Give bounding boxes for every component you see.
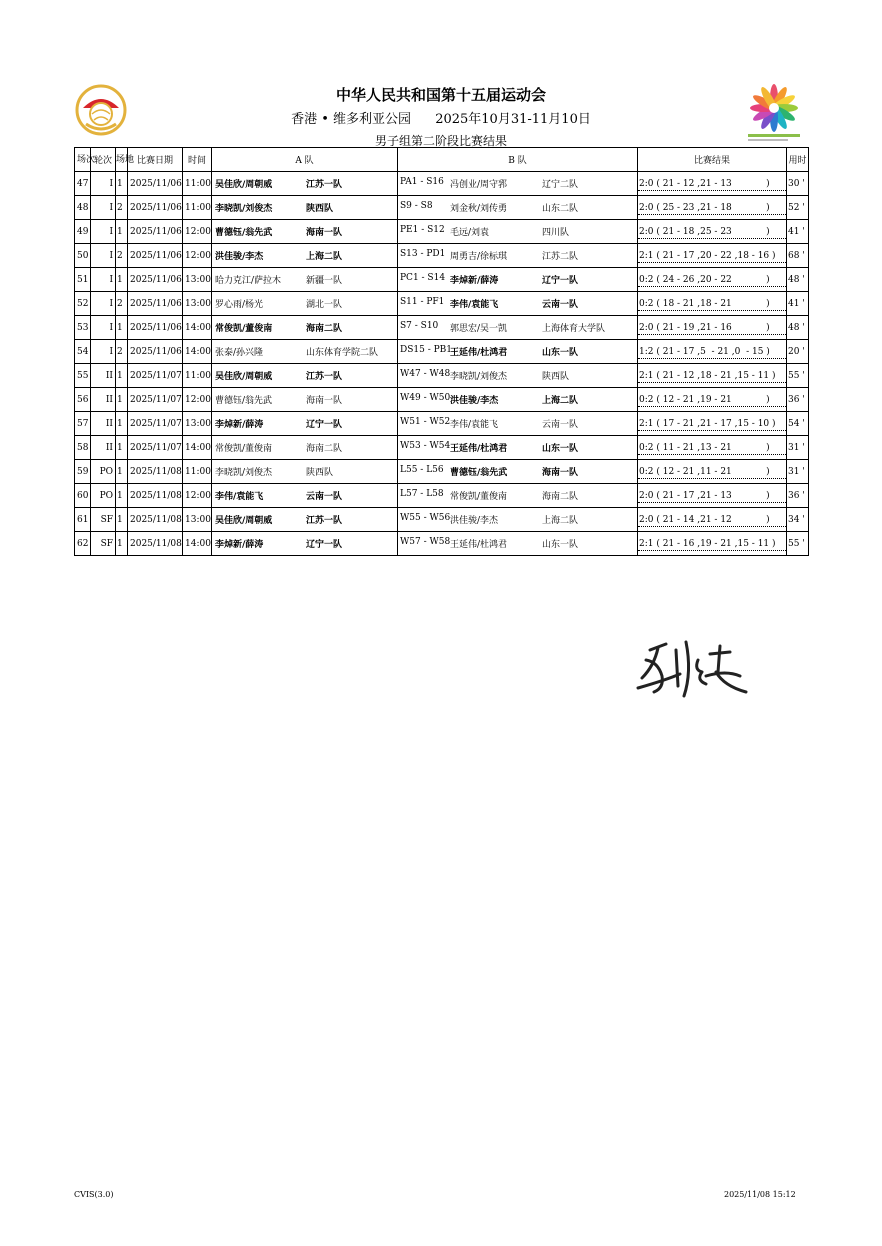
bracket-position: W55 - W56: [400, 513, 451, 523]
team-b-name: 山东一队: [542, 348, 579, 358]
team-a-players: 李晓凯/刘俊杰: [215, 204, 273, 214]
match-court: 1: [116, 268, 128, 292]
match-score: [638, 292, 787, 316]
team-b-players: 毛远/刘袁: [450, 228, 490, 238]
team-b-name: 海南一队: [542, 468, 579, 478]
team-a-players: 吴佳欣/周朝威: [215, 372, 273, 382]
team-a-players: 洪佳骏/李杰: [215, 252, 264, 262]
match-round: PO: [91, 484, 116, 508]
match-court: 1: [116, 484, 128, 508]
table-row: [75, 388, 809, 412]
table-row: [75, 196, 809, 220]
results-table: [74, 147, 809, 556]
match-date: 2025/11/07: [128, 436, 183, 460]
table-row: [75, 268, 809, 292]
match-number: 49: [75, 220, 91, 244]
match-duration: 52 ': [787, 196, 809, 220]
team-b-players: 冯创业/周守郛: [450, 180, 508, 190]
score-dotted-rule: [638, 430, 786, 431]
match-date: 2025/11/06: [128, 340, 183, 364]
match-duration: 68 ': [787, 244, 809, 268]
table-row: [75, 292, 809, 316]
match-score: [638, 436, 787, 460]
match-round: II: [91, 364, 116, 388]
bracket-position: S9 - S8: [400, 201, 433, 211]
bracket-position: W47 - W48: [400, 369, 451, 379]
event-dates: 2025年10月31-11月10日: [435, 112, 591, 127]
score-text: 2:0 ( 21 - 19 ,21 - 16 ): [639, 322, 770, 333]
team-a-cell: [212, 316, 398, 340]
bracket-position: PE1 - S12: [400, 225, 445, 235]
bracket-position: W51 - W52: [400, 417, 451, 427]
footer-print-timestamp: 2025/11/08 15:12: [724, 1190, 796, 1199]
team-a-name: 陕西队: [306, 468, 334, 478]
team-b-name: 四川队: [542, 228, 570, 238]
table-row: [75, 508, 809, 532]
match-score: [638, 364, 787, 388]
match-duration: 48 ': [787, 268, 809, 292]
team-b-players: 洪佳骏/李杰: [450, 516, 499, 526]
team-b-players: 李晓凯/刘俊杰: [450, 372, 508, 382]
match-court: 1: [116, 436, 128, 460]
team-a-cell: [212, 388, 398, 412]
match-number: 50: [75, 244, 91, 268]
venue-name: 香港 • 维多利亚公园: [291, 112, 412, 127]
team-a-cell: [212, 460, 398, 484]
score-dotted-rule: [638, 526, 786, 527]
match-score: [638, 172, 787, 196]
match-score: [638, 388, 787, 412]
match-number: 47: [75, 172, 91, 196]
match-round: I: [91, 340, 116, 364]
team-b-name: 山东一队: [542, 540, 579, 550]
team-b-cell: [398, 220, 638, 244]
match-date: 2025/11/08: [128, 532, 183, 556]
match-court: 1: [116, 220, 128, 244]
team-b-players: 郭思宏/吴一凯: [450, 324, 508, 334]
match-time: 14:00: [183, 316, 212, 340]
team-b-cell: [398, 196, 638, 220]
team-a-cell: [212, 268, 398, 292]
match-duration: 31 ': [787, 436, 809, 460]
team-a-name: 海南二队: [306, 444, 343, 454]
team-b-players: 曹德钰/翁先武: [450, 468, 508, 478]
score-dotted-rule: [638, 286, 786, 287]
match-court: 2: [116, 196, 128, 220]
team-a-name: 陕西队: [306, 204, 334, 214]
team-b-name: 陕西队: [542, 372, 570, 382]
match-number: 54: [75, 340, 91, 364]
match-time: 13:00: [183, 508, 212, 532]
team-a-name: 上海二队: [306, 252, 343, 262]
team-a-players: 李晓凯/刘俊杰: [215, 468, 273, 478]
match-date: 2025/11/08: [128, 508, 183, 532]
match-round: PO: [91, 460, 116, 484]
bracket-position: S11 - PF1: [400, 297, 445, 307]
team-a-name: 山东体育学院二队: [306, 348, 379, 358]
match-duration: 31 ': [787, 460, 809, 484]
match-time: 11:00: [183, 460, 212, 484]
team-a-name: 湖北一队: [306, 300, 343, 310]
table-row: [75, 484, 809, 508]
team-b-players: 李焯新/薛涛: [450, 276, 499, 286]
score-dotted-rule: [638, 262, 786, 263]
team-a-players: 常俊凯/董俊南: [215, 324, 273, 334]
match-time: 13:00: [183, 412, 212, 436]
match-court: 2: [116, 244, 128, 268]
team-a-players: 吴佳欣/周朝威: [215, 180, 273, 190]
match-date: 2025/11/06: [128, 220, 183, 244]
score-text: 2:1 ( 17 - 21 ,21 - 17 ,15 - 10 ): [639, 418, 776, 429]
team-a-name: 海南二队: [306, 324, 343, 334]
match-date: 2025/11/06: [128, 172, 183, 196]
team-b-players: 洪佳骏/李杰: [450, 396, 499, 406]
match-round: I: [91, 172, 116, 196]
match-round: I: [91, 316, 116, 340]
team-b-cell: [398, 412, 638, 436]
match-date: 2025/11/07: [128, 364, 183, 388]
team-b-cell: [398, 292, 638, 316]
score-text: 0:2 ( 24 - 26 ,20 - 22 ): [639, 274, 770, 285]
bracket-position: L57 - L58: [400, 489, 444, 499]
team-b-name: 江苏二队: [542, 252, 579, 262]
col-header-time: 时间: [183, 148, 212, 172]
match-court: 1: [116, 316, 128, 340]
bracket-position: L55 - L56: [400, 465, 444, 475]
match-time: 14:00: [183, 532, 212, 556]
match-time: 11:00: [183, 196, 212, 220]
table-row: [75, 436, 809, 460]
match-score: [638, 316, 787, 340]
team-a-name: 江苏一队: [306, 516, 343, 526]
bracket-position: PC1 - S14: [400, 273, 446, 283]
score-text: 2:1 ( 21 - 17 ,20 - 22 ,18 - 16 ): [639, 250, 776, 261]
score-text: 2:0 ( 25 - 23 ,21 - 18 ): [639, 202, 770, 213]
match-court: 1: [116, 364, 128, 388]
match-time: 12:00: [183, 388, 212, 412]
table-row: [75, 220, 809, 244]
table-row: [75, 532, 809, 556]
team-a-name: 江苏一队: [306, 180, 343, 190]
team-a-cell: [212, 340, 398, 364]
team-b-name: 上海二队: [542, 516, 579, 526]
match-score: [638, 460, 787, 484]
table-row: [75, 340, 809, 364]
match-score: [638, 532, 787, 556]
team-b-name: 云南一队: [542, 420, 579, 430]
score-text: 0:2 ( 11 - 21 ,13 - 21 ): [639, 442, 770, 453]
team-b-name: 云南一队: [542, 300, 579, 310]
score-dotted-rule: [638, 406, 786, 407]
table-header-row: [75, 148, 809, 172]
score-dotted-rule: [638, 478, 786, 479]
score-text: 0:2 ( 18 - 21 ,18 - 21 ): [639, 298, 770, 309]
page-title: 中华人民共和国第十五届运动会: [335, 86, 546, 104]
team-b-cell: [398, 268, 638, 292]
bracket-position: W57 - W58: [400, 537, 451, 547]
match-duration: 34 ': [787, 508, 809, 532]
team-b-players: 李伟/袁能飞: [450, 420, 499, 430]
match-number: 58: [75, 436, 91, 460]
match-score: [638, 484, 787, 508]
col-header-court: 场地: [116, 148, 128, 172]
team-b-name: 上海二队: [542, 396, 579, 406]
table-row: [75, 316, 809, 340]
match-duration: 41 ': [787, 220, 809, 244]
team-b-name: 山东一队: [542, 444, 579, 454]
score-text: 2:0 ( 21 - 18 ,25 - 23 ): [639, 226, 770, 237]
team-a-players: 常俊凯/董俊南: [215, 444, 273, 454]
team-b-cell: [398, 340, 638, 364]
match-court: 2: [116, 292, 128, 316]
match-court: 1: [116, 508, 128, 532]
match-time: 13:00: [183, 268, 212, 292]
match-duration: 36 ': [787, 388, 809, 412]
match-number: 53: [75, 316, 91, 340]
team-a-players: 曹德钰/翁先武: [215, 396, 273, 406]
match-date: 2025/11/06: [128, 196, 183, 220]
col-header-date: 比赛日期: [128, 148, 183, 172]
team-a-players: 哈力克江/萨拉木: [215, 276, 282, 286]
match-time: 14:00: [183, 436, 212, 460]
score-dotted-rule: [638, 454, 786, 455]
match-court: 1: [116, 412, 128, 436]
match-number: 60: [75, 484, 91, 508]
col-header-round: 轮次: [91, 148, 116, 172]
score-text: 2:0 ( 21 - 14 ,21 - 12 ): [639, 514, 770, 525]
team-b-cell: [398, 364, 638, 388]
match-round: I: [91, 220, 116, 244]
bracket-position: PA1 - S16: [400, 177, 444, 187]
col-header-num: 场次: [75, 148, 91, 172]
team-a-players: 曹德钰/翁先武: [215, 228, 273, 238]
match-duration: 41 ': [787, 292, 809, 316]
col-header-duration: 用时: [787, 148, 809, 172]
score-dotted-rule: [638, 550, 786, 551]
match-time: 14:00: [183, 340, 212, 364]
team-b-players: 周勇吉/徐标琪: [450, 252, 508, 262]
team-a-cell: [212, 436, 398, 460]
match-number: 51: [75, 268, 91, 292]
team-b-name: 上海体育大学队: [542, 324, 606, 334]
team-b-cell: [398, 508, 638, 532]
match-date: 2025/11/06: [128, 268, 183, 292]
match-court: 2: [116, 340, 128, 364]
team-b-cell: [398, 244, 638, 268]
team-b-players: 刘金秋/刘传勇: [450, 204, 508, 214]
score-dotted-rule: [638, 310, 786, 311]
score-text: 2:0 ( 21 - 17 ,21 - 13 ): [639, 490, 770, 501]
team-a-name: 辽宁一队: [306, 420, 343, 430]
match-time: 12:00: [183, 484, 212, 508]
match-duration: 36 ': [787, 484, 809, 508]
match-round: II: [91, 436, 116, 460]
match-duration: 54 ': [787, 412, 809, 436]
bracket-position: W49 - W50: [400, 393, 451, 403]
match-score: [638, 268, 787, 292]
team-a-cell: [212, 220, 398, 244]
team-b-cell: [398, 436, 638, 460]
match-date: 2025/11/06: [128, 292, 183, 316]
team-b-cell: [398, 484, 638, 508]
team-b-players: 王延伟/杜鸿君: [450, 348, 508, 358]
right-games-logo: [744, 82, 804, 144]
team-a-players: 罗心雨/杨光: [215, 300, 264, 310]
match-time: 12:00: [183, 220, 212, 244]
match-date: 2025/11/07: [128, 412, 183, 436]
match-number: 57: [75, 412, 91, 436]
match-number: 52: [75, 292, 91, 316]
bracket-position: S7 - S10: [400, 321, 439, 331]
match-round: I: [91, 244, 116, 268]
score-text: 0:2 ( 12 - 21 ,19 - 21 ): [639, 394, 770, 405]
bracket-position: W53 - W54: [400, 441, 451, 451]
team-b-cell: [398, 316, 638, 340]
score-text: 0:2 ( 12 - 21 ,11 - 21 ): [639, 466, 770, 477]
team-b-players: 常俊凯/董俊南: [450, 492, 508, 502]
team-a-cell: [212, 196, 398, 220]
match-round: SF: [91, 508, 116, 532]
team-a-name: 海南一队: [306, 228, 343, 238]
team-b-cell: [398, 172, 638, 196]
team-a-cell: [212, 292, 398, 316]
match-number: 62: [75, 532, 91, 556]
match-duration: 30 ': [787, 172, 809, 196]
referee-signature: [636, 632, 752, 704]
team-b-cell: [398, 388, 638, 412]
page-subtitle: 男子组第二阶段比赛结果: [374, 134, 507, 148]
match-date: 2025/11/08: [128, 484, 183, 508]
match-round: SF: [91, 532, 116, 556]
score-text: 2:0 ( 21 - 12 ,21 - 13 ): [639, 178, 770, 189]
team-b-cell: [398, 460, 638, 484]
team-b-cell: [398, 532, 638, 556]
match-round: II: [91, 412, 116, 436]
match-score: [638, 508, 787, 532]
match-date: 2025/11/06: [128, 316, 183, 340]
team-b-name: 山东二队: [542, 204, 579, 214]
table-row: [75, 460, 809, 484]
match-number: 56: [75, 388, 91, 412]
match-number: 59: [75, 460, 91, 484]
score-text: 2:1 ( 21 - 12 ,18 - 21 ,15 - 11 ): [639, 370, 776, 381]
team-b-players: 王延伟/杜鸿君: [450, 444, 508, 454]
table-row: [75, 412, 809, 436]
team-a-cell: [212, 364, 398, 388]
team-b-name: 海南二队: [542, 492, 579, 502]
team-b-players: 王延伟/杜鸿君: [450, 540, 508, 550]
team-a-cell: [212, 244, 398, 268]
team-a-name: 江苏一队: [306, 372, 343, 382]
team-a-name: 云南一队: [306, 492, 343, 502]
footer-system-version: CVIS(3.0): [74, 1190, 114, 1199]
table-row: [75, 364, 809, 388]
team-a-players: 张泰/孙兴隆: [215, 348, 264, 358]
match-score: [638, 244, 787, 268]
col-header-result: 比赛结果: [638, 148, 787, 172]
team-a-name: 海南一队: [306, 396, 343, 406]
score-dotted-rule: [638, 334, 786, 335]
team-a-cell: [212, 412, 398, 436]
match-duration: 55 ': [787, 532, 809, 556]
col-header-team-b: B 队: [398, 148, 638, 172]
score-dotted-rule: [638, 358, 786, 359]
match-court: 1: [116, 388, 128, 412]
match-court: 1: [116, 172, 128, 196]
match-score: [638, 412, 787, 436]
match-date: 2025/11/06: [128, 244, 183, 268]
match-court: 1: [116, 460, 128, 484]
match-date: 2025/11/07: [128, 388, 183, 412]
team-b-name: 辽宁二队: [542, 180, 579, 190]
team-a-players: 李焯新/薛涛: [215, 540, 264, 550]
match-number: 48: [75, 196, 91, 220]
match-time: 11:00: [183, 172, 212, 196]
team-a-players: 李伟/袁能飞: [215, 492, 264, 502]
match-duration: 20 ': [787, 340, 809, 364]
bracket-position: S13 - PD1: [400, 249, 446, 259]
match-number: 55: [75, 364, 91, 388]
score-dotted-rule: [638, 190, 786, 191]
team-a-cell: [212, 532, 398, 556]
table-row: [75, 244, 809, 268]
match-date: 2025/11/08: [128, 460, 183, 484]
team-a-name: 新疆一队: [306, 276, 343, 286]
team-a-cell: [212, 508, 398, 532]
team-b-name: 辽宁一队: [542, 276, 579, 286]
score-dotted-rule: [638, 502, 786, 503]
team-a-name: 辽宁一队: [306, 540, 343, 550]
match-score: [638, 340, 787, 364]
score-dotted-rule: [638, 238, 786, 239]
match-number: 61: [75, 508, 91, 532]
match-round: I: [91, 196, 116, 220]
match-court: 1: [116, 532, 128, 556]
team-a-players: 吴佳欣/周朝威: [215, 516, 273, 526]
match-duration: 55 ': [787, 364, 809, 388]
match-time: 13:00: [183, 292, 212, 316]
match-score: [638, 220, 787, 244]
team-a-cell: [212, 484, 398, 508]
table-row: [75, 172, 809, 196]
team-a-cell: [212, 172, 398, 196]
match-round: I: [91, 268, 116, 292]
bracket-position: DS15 - PB1: [400, 345, 452, 355]
match-time: 11:00: [183, 364, 212, 388]
team-b-players: 李伟/袁能飞: [450, 300, 499, 310]
score-dotted-rule: [638, 382, 786, 383]
match-round: I: [91, 292, 116, 316]
match-score: [638, 196, 787, 220]
score-text: 2:1 ( 21 - 16 ,19 - 21 ,15 - 11 ): [639, 538, 776, 549]
col-header-team-a: A 队: [212, 148, 398, 172]
match-time: 12:00: [183, 244, 212, 268]
score-text: 1:2 ( 21 - 17 ,5 - 21 ,0 - 15 ): [639, 346, 770, 357]
team-a-players: 李焯新/薛涛: [215, 420, 264, 430]
score-dotted-rule: [638, 214, 786, 215]
match-duration: 48 ': [787, 316, 809, 340]
match-round: II: [91, 388, 116, 412]
